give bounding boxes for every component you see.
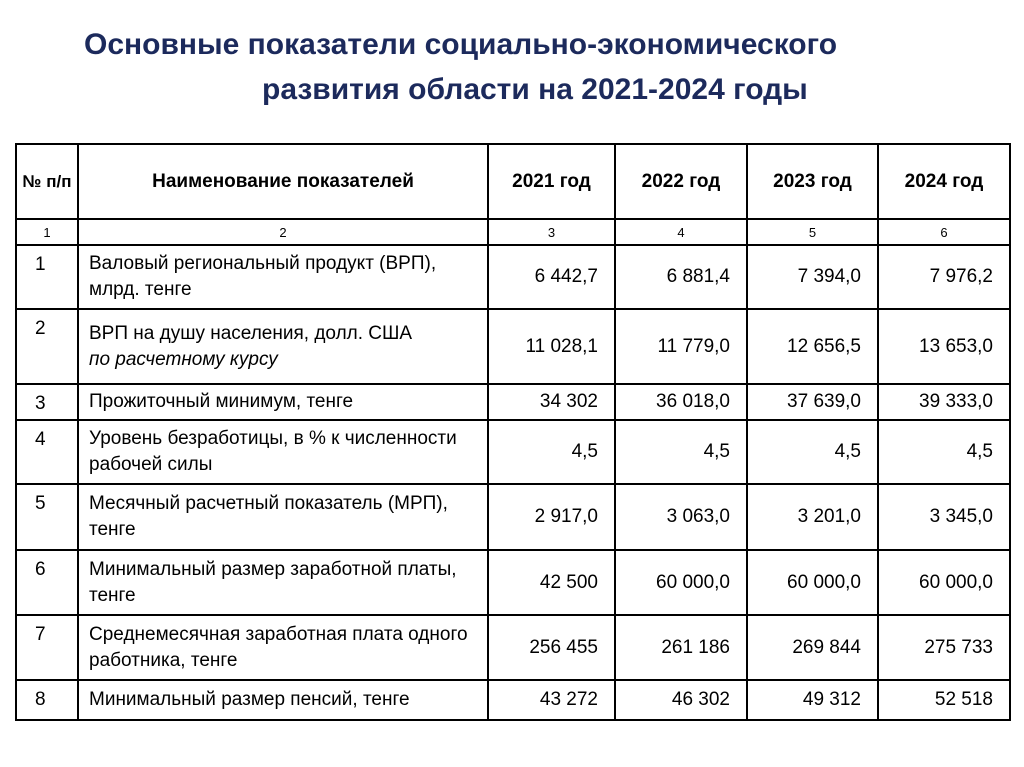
table-row <box>16 245 1010 309</box>
value-cell-2023: 4,5 <box>747 420 878 484</box>
column-number: 6 <box>878 219 1010 245</box>
value-cell-2022: 3 063,0 <box>615 484 747 550</box>
row-number: 2 <box>16 309 78 384</box>
header-number: № п/п <box>16 144 78 219</box>
value-cell-2024: 7 976,2 <box>878 245 1010 309</box>
table-row <box>16 680 1010 720</box>
row-number: 7 <box>16 615 78 680</box>
table-row <box>16 420 1010 484</box>
value-cell-2024: 60 000,0 <box>878 550 1010 615</box>
column-number: 1 <box>16 219 78 245</box>
column-number: 3 <box>488 219 615 245</box>
table-row <box>16 550 1010 615</box>
value-cell-2021: 4,5 <box>488 420 615 484</box>
value-cell-2023: 12 656,5 <box>747 309 878 384</box>
indicator-name <box>78 550 488 615</box>
value-cell-2024: 39 333,0 <box>878 384 1010 420</box>
table-row <box>16 384 1010 420</box>
value-cell-2024: 13 653,0 <box>878 309 1010 384</box>
indicator-name <box>78 615 488 680</box>
title-line-2: развития области на 2021-2024 годы <box>262 73 808 106</box>
column-number: 4 <box>615 219 747 245</box>
indicator-label: Прожиточный минимум, тенге <box>89 391 354 412</box>
indicator-label: Месячный расчетный показатель (МРП), тенге <box>89 493 448 540</box>
value-cell-2022: 46 302 <box>615 680 747 720</box>
header-2023: 2023 год <box>747 144 878 219</box>
value-cell-2021: 6 442,7 <box>488 245 615 309</box>
value-cell-2021: 256 455 <box>488 615 615 680</box>
slide-title <box>0 22 1024 112</box>
row-number: 8 <box>16 680 78 720</box>
indicator-label: Валовый региональный продукт (ВРП), млрд. тенге <box>89 253 437 300</box>
table-row <box>16 309 1010 384</box>
indicator-label: Минимальный размер пенсий, тенге <box>89 689 410 710</box>
value-cell-2024: 275 733 <box>878 615 1010 680</box>
title-line-1: Основные показатели социально-экономического <box>84 28 838 61</box>
indicator-label: Уровень безработицы, в % к численности рабочей силы <box>89 428 457 475</box>
indicator-label: Среднемесячная заработная плата одного работника, тенге <box>89 623 468 671</box>
table-row <box>16 484 1010 550</box>
value-cell-2022: 261 186 <box>615 615 747 680</box>
row-number: 4 <box>16 420 78 484</box>
value-cell-2021: 43 272 <box>488 680 615 720</box>
value-cell-2024: 4,5 <box>878 420 1010 484</box>
indicator-label: Минимальный размер заработной платы, тенге <box>89 558 457 606</box>
indicator-name <box>78 680 488 720</box>
indicator-name <box>78 245 488 309</box>
header-2021: 2021 год <box>488 144 615 219</box>
value-cell-2021: 11 028,1 <box>488 309 615 384</box>
value-cell-2022: 6 881,4 <box>615 245 747 309</box>
indicator-name <box>78 309 488 384</box>
value-cell-2022: 11 779,0 <box>615 309 747 384</box>
column-number-row <box>16 219 1010 245</box>
value-cell-2023: 7 394,0 <box>747 245 878 309</box>
row-number: 1 <box>16 245 78 309</box>
value-cell-2023: 3 201,0 <box>747 484 878 550</box>
header-2022: 2022 год <box>615 144 747 219</box>
value-cell-2023: 49 312 <box>747 680 878 720</box>
value-cell-2023: 60 000,0 <box>747 550 878 615</box>
indicator-note: по расчетному курсу <box>89 348 278 370</box>
value-cell-2021: 34 302 <box>488 384 615 420</box>
value-cell-2021: 42 500 <box>488 550 615 615</box>
row-number: 3 <box>16 384 78 420</box>
value-cell-2021: 2 917,0 <box>488 484 615 550</box>
indicator-name <box>78 484 488 550</box>
value-cell-2023: 269 844 <box>747 615 878 680</box>
indicator-name <box>78 420 488 484</box>
value-cell-2023: 37 639,0 <box>747 384 878 420</box>
indicator-label: ВРП на душу населения, долл. США <box>89 322 413 344</box>
value-cell-2022: 36 018,0 <box>615 384 747 420</box>
value-cell-2022: 60 000,0 <box>615 550 747 615</box>
header-row <box>16 144 1010 219</box>
row-number: 5 <box>16 484 78 550</box>
indicators-table <box>15 143 1011 721</box>
value-cell-2024: 52 518 <box>878 680 1010 720</box>
row-number: 6 <box>16 550 78 615</box>
column-number: 5 <box>747 219 878 245</box>
value-cell-2024: 3 345,0 <box>878 484 1010 550</box>
header-2024: 2024 год <box>878 144 1010 219</box>
indicator-name <box>78 384 488 420</box>
header-name: Наименование показателей <box>78 144 488 219</box>
table-row <box>16 615 1010 680</box>
value-cell-2022: 4,5 <box>615 420 747 484</box>
column-number: 2 <box>78 219 488 245</box>
